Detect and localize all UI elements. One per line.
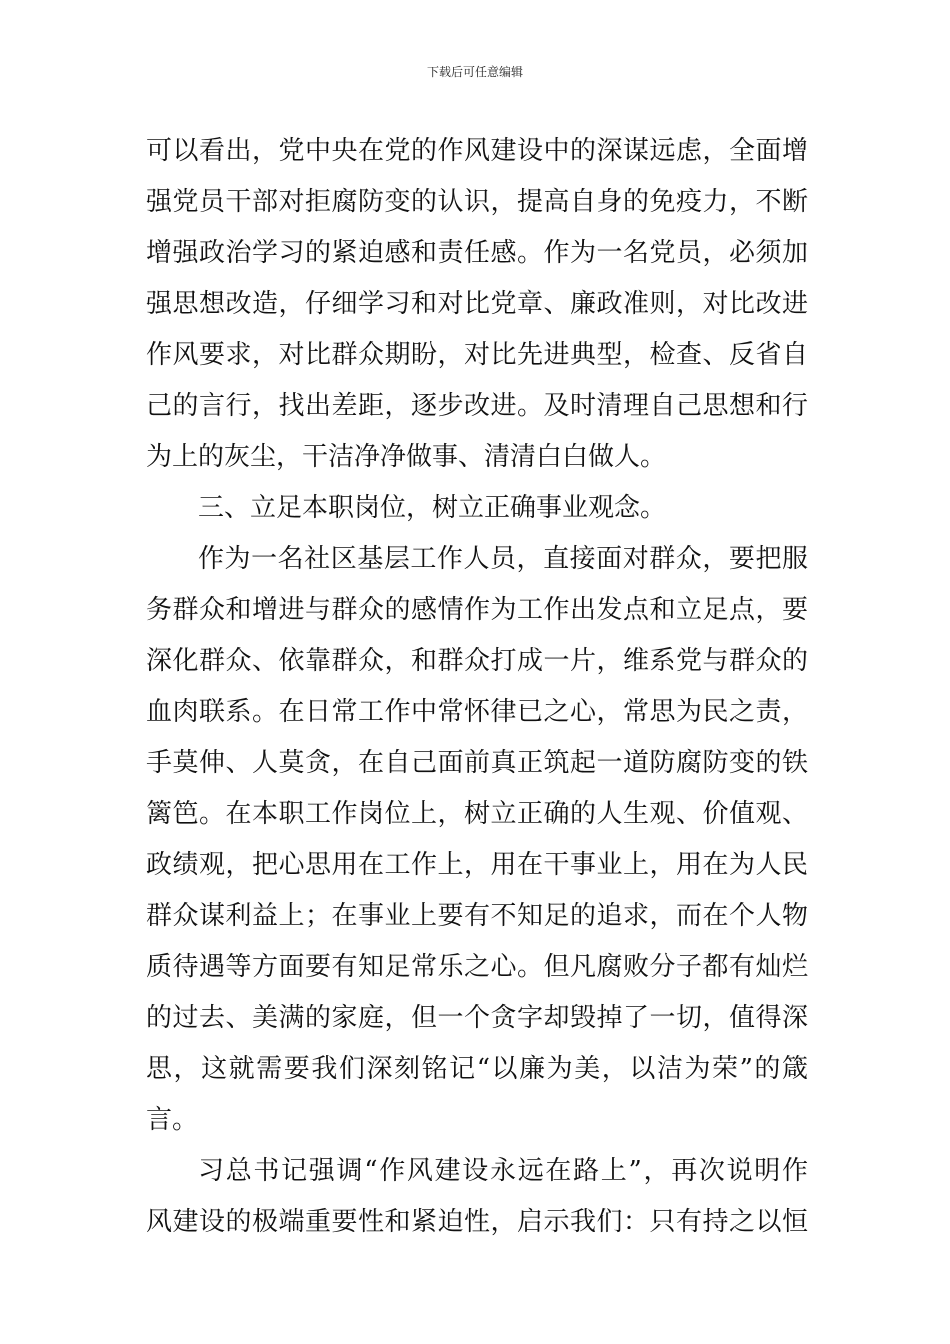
text-line: 深化群众、依靠群众，和群众打成一片，维系党与群众的 — [146, 646, 808, 676]
text-line: 习总书记强调“作风建设永远在路上”，再次说明作 — [198, 1156, 808, 1186]
text-line: 言。 — [146, 1105, 199, 1135]
paragraph — [146, 126, 808, 483]
text-line: 群众谋利益上；在事业上要有不知足的追求，而在个人物 — [146, 901, 808, 931]
text-line: 思，这就需要我们深刻铭记“以廉为美，以洁为荣”的箴 — [146, 1054, 808, 1084]
text-line: 手莫伸、人莫贪，在自己面前真正筑起一道防腐防变的铁 — [146, 748, 808, 778]
paragraph — [146, 1146, 808, 1248]
text-line: 作为一名社区基层工作人员，直接面对群众，要把服 — [198, 544, 808, 574]
text-line: 务群众和增进与群众的感情作为工作出发点和立足点，要 — [146, 595, 808, 625]
text-line: 风建设的极端重要性和紧迫性，启示我们：只有持之以恒 — [146, 1207, 808, 1237]
text-line: 强党员干部对拒腐防变的认识，提高自身的免疫力，不断 — [146, 187, 808, 217]
text-line: 的过去、美满的家庭，但一个贪字却毁掉了一切，值得深 — [146, 1003, 808, 1033]
text-line: 三、立足本职岗位，树立正确事业观念。 — [198, 493, 667, 523]
text-line: 可以看出，党中央在党的作风建设中的深谋远虑，全面增 — [146, 136, 808, 166]
text-line: 血肉联系。在日常工作中常怀律已之心，常思为民之责， — [146, 697, 808, 727]
paragraph — [146, 534, 808, 1146]
text-line: 为上的灰尘，干洁净净做事、清清白白做人。 — [146, 442, 667, 472]
page-header: 下载后可任意编辑 — [426, 65, 523, 79]
text-line: 强思想改造，仔细学习和对比党章、廉政准则，对比改进 — [146, 289, 808, 319]
text-line: 政绩观，把心思用在工作上，用在干事业上，用在为人民 — [146, 850, 808, 880]
section-heading — [146, 483, 808, 534]
document-body — [146, 126, 808, 1248]
text-line: 己的言行，找出差距，逐步改进。及时清理自己思想和行 — [146, 391, 808, 421]
text-line: 质待遇等方面要有知足常乐之心。但凡腐败分子都有灿烂 — [146, 952, 808, 982]
text-line: 增强政治学习的紧迫感和责任感。作为一名党员，必须加 — [146, 238, 808, 268]
text-line: 篱笆。在本职工作岗位上，树立正确的人生观、价值观、 — [146, 799, 808, 829]
text-line: 作风要求，对比群众期盼，对比先进典型，检查、反省自 — [146, 340, 808, 370]
